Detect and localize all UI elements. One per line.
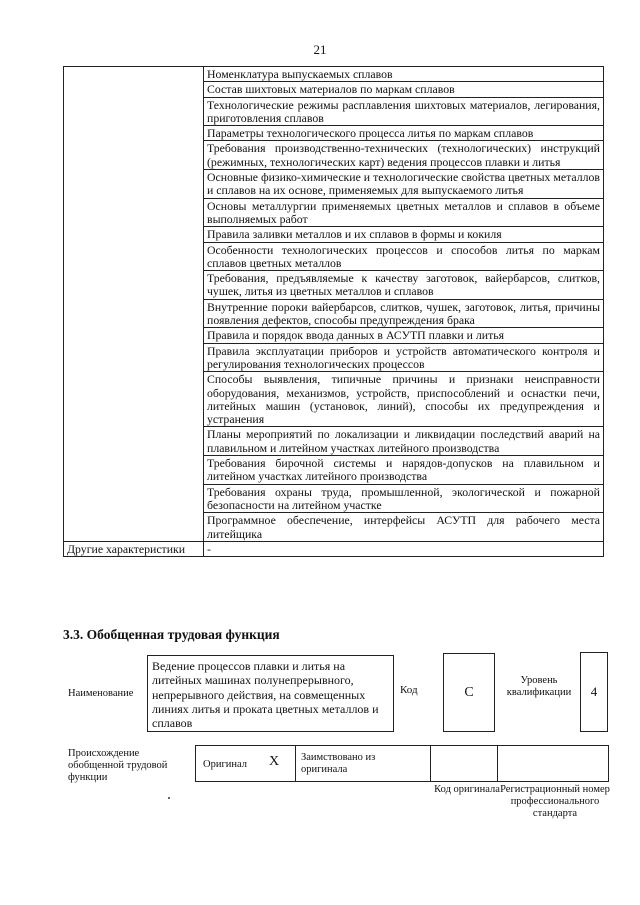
name-label: Наименование xyxy=(68,688,134,699)
knowledge-item: Основные физико-химические и технологические свойства цветных металлов и сплавов на их основе, применяемых для выпускаемого литья xyxy=(204,170,604,199)
knowledge-item: Требования бирочной системы и нарядов-допусков на плавильном и литейном участках литейного производства xyxy=(204,456,604,485)
other-characteristics-value: - xyxy=(204,541,604,556)
requirements-table xyxy=(63,66,604,557)
knowledge-item: Внутренние пороки вайербарсов, слитков, чушек, заготовок, литья, причины появления дефектов, способы предупреждения брака xyxy=(204,299,604,328)
divider xyxy=(295,746,296,781)
knowledge-item: Требования, предъявляемые к качеству заготовок, вайербарсов, слитков, чушек, литья из цветных металлов и сплавов xyxy=(204,271,604,300)
code-label: Код xyxy=(400,684,418,696)
knowledge-item: Правила эксплуатации приборов и устройств автоматического контроля и регулирования технологических процессов xyxy=(204,343,604,372)
registration-number-label: Регистрационный номер профессионального стандарта xyxy=(500,784,610,819)
knowledge-item: Состав шихтовых материалов по маркам сплавов xyxy=(204,82,604,97)
knowledge-item: Программное обеспечение, интерфейсы АСУТП для рабочего места литейщика xyxy=(204,513,604,542)
knowledge-label-cell xyxy=(64,67,204,542)
knowledge-item: Способы выявления, типичные причины и признаки неисправности оборудования, механизмов, устройств, приспособлений и оснастки печи, литейных машин (установок, линий), способы их предупреждения и устранения xyxy=(204,372,604,427)
name-value: Ведение процессов плавки и литья на литейных машинах полунепрерывного, непрерывного действия, на совмещенных линиях литья и проката цветных металлов и сплавов xyxy=(147,655,394,732)
scan-speck xyxy=(168,797,170,799)
knowledge-item: Параметры технологического процесса литья по маркам сплавов xyxy=(204,126,604,141)
original-label: Оригинал xyxy=(203,759,247,770)
origin-table xyxy=(195,745,609,782)
table-row xyxy=(64,541,604,556)
level-value: 4 xyxy=(580,652,608,732)
knowledge-item: Правила заливки металлов и их сплавов в формы и кокиля xyxy=(204,227,604,242)
divider xyxy=(497,746,498,781)
borrowed-label: Заимствовано из оригинала xyxy=(301,752,376,775)
knowledge-item: Основы металлургии применяемых цветных металлов и сплавов в объеме выполняемых работ xyxy=(204,198,604,227)
other-characteristics-label: Другие характеристики xyxy=(64,541,204,556)
page-number: 21 xyxy=(313,42,327,57)
section-title: 3.3. Обобщенная трудовая функция xyxy=(63,627,280,642)
knowledge-item: Номенклатура выпускаемых сплавов xyxy=(204,67,604,82)
code-original-label: Код оригинала xyxy=(434,784,500,795)
divider xyxy=(430,746,431,781)
knowledge-item: Планы мероприятий по локализации и ликвидации последствий аварий на плавильном и литейном участках литейного производства xyxy=(204,427,604,456)
knowledge-item: Технологические режимы расплавления шихтовых материалов, легирования, приготовления сплавов xyxy=(204,97,604,126)
knowledge-item: Требования охраны труда, промышленной, экологической и пожарной безопасности на литейном участке xyxy=(204,484,604,513)
level-label: Уровень квалификации xyxy=(506,675,572,698)
knowledge-item: Особенности технологических процессов и способов литья по маркам сплавов цветных металлов xyxy=(204,242,604,271)
origin-label: Происхождение обобщенной трудовой функции xyxy=(68,748,168,783)
code-value: C xyxy=(443,653,495,732)
knowledge-item: Правила и порядок ввода данных в АСУТП плавки и литья xyxy=(204,328,604,343)
knowledge-item: Требования производственно-технических (технологических) инструкций (режимных, технологических карт) ведения процессов плавки и литья xyxy=(204,141,604,170)
original-mark: X xyxy=(269,754,280,769)
table-row xyxy=(64,67,604,82)
